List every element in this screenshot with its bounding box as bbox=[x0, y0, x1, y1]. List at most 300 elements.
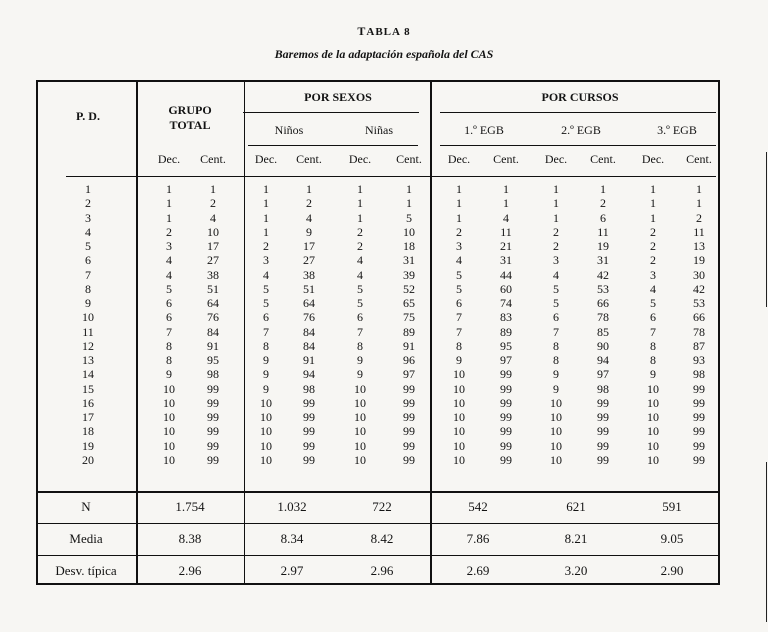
table-cell: 9 bbox=[263, 353, 269, 367]
table-cell: 5 bbox=[263, 281, 269, 296]
table-cell: 1 bbox=[553, 182, 559, 196]
table-cell: 99 bbox=[500, 424, 512, 439]
pd-score: 17 bbox=[82, 410, 94, 424]
table-cell: 1 bbox=[263, 210, 269, 225]
table-cell: 8 bbox=[650, 338, 656, 353]
table-cell: 10 bbox=[354, 424, 366, 439]
table-cell: 8 bbox=[553, 338, 559, 353]
table-cell: 5 bbox=[553, 296, 559, 310]
table-cell: 2 bbox=[357, 239, 363, 253]
table-cell: 99 bbox=[597, 424, 609, 439]
table-cell: 99 bbox=[693, 410, 705, 424]
table-cell: 21 bbox=[500, 239, 512, 253]
table-cell: 99 bbox=[303, 410, 315, 424]
table-cell: 10 bbox=[647, 438, 659, 453]
cent-header: Cent. bbox=[493, 152, 519, 166]
pd-score: 2 bbox=[85, 196, 91, 211]
stat-value: 1.032 bbox=[277, 499, 307, 514]
stat-value: 2.69 bbox=[466, 563, 490, 578]
group-header: 3.º EGB bbox=[657, 123, 697, 137]
table-cell: 2 bbox=[166, 224, 172, 239]
table-cell: 4 bbox=[166, 267, 172, 282]
pd-score: 7 bbox=[85, 267, 91, 282]
pd-score: 13 bbox=[82, 353, 94, 367]
pd-score: 16 bbox=[82, 395, 94, 410]
stat-value: 621 bbox=[566, 499, 586, 514]
table-cell: 10 bbox=[453, 367, 465, 382]
pd-score: 15 bbox=[82, 381, 94, 396]
table-cell: 4 bbox=[503, 210, 509, 225]
table-cell: 4 bbox=[210, 210, 216, 225]
table-cell: 99 bbox=[597, 452, 609, 467]
table-cell: 1 bbox=[553, 210, 559, 225]
table-cell: 10 bbox=[453, 410, 465, 424]
table-cell: 1 bbox=[357, 210, 363, 225]
table-cell: 10 bbox=[163, 438, 175, 453]
stat-value: 8.38 bbox=[178, 531, 202, 546]
table-cell: 99 bbox=[403, 424, 415, 439]
group-header: Niños bbox=[274, 123, 304, 137]
table-cell: 99 bbox=[693, 395, 705, 410]
table-cell: 18 bbox=[403, 239, 415, 253]
table-cell: 31 bbox=[597, 253, 609, 268]
table-cell: 2 bbox=[210, 196, 216, 211]
table-cell: 1 bbox=[456, 182, 462, 196]
table-cell: 99 bbox=[403, 410, 415, 424]
table-cell: 99 bbox=[207, 410, 219, 424]
table-cell: 10 bbox=[550, 438, 562, 453]
table-cell: 99 bbox=[403, 452, 415, 467]
table-cell: 4 bbox=[263, 267, 269, 282]
table-cell: 1 bbox=[696, 182, 702, 196]
table-cell: 1 bbox=[306, 182, 312, 196]
cent-header: Cent. bbox=[590, 152, 616, 166]
table-cell: 1 bbox=[650, 210, 656, 225]
table-cell: 2 bbox=[456, 224, 462, 239]
table-cell: 1 bbox=[166, 210, 172, 225]
table-cell: 11 bbox=[597, 224, 609, 239]
table-cell: 8 bbox=[166, 338, 172, 353]
pd-score: 19 bbox=[82, 438, 94, 453]
table-cell: 1 bbox=[650, 196, 656, 211]
table-cell: 91 bbox=[403, 338, 415, 353]
table-cell: 10 bbox=[163, 452, 175, 467]
table-cell: 64 bbox=[303, 296, 315, 310]
table-cell: 1 bbox=[263, 224, 269, 239]
table-cell: 38 bbox=[303, 267, 315, 282]
table-cell: 78 bbox=[693, 324, 705, 339]
header-rule bbox=[440, 145, 716, 146]
table-cell: 5 bbox=[357, 281, 363, 296]
margin-mark bbox=[766, 462, 767, 622]
table-caption: Baremos de la adaptación española del CAS bbox=[274, 47, 494, 61]
table-cell: 99 bbox=[303, 438, 315, 453]
pd-score: 3 bbox=[85, 210, 91, 225]
table-cell: 64 bbox=[207, 296, 219, 310]
table-cell: 4 bbox=[553, 267, 559, 282]
header-grupo-total: TOTAL bbox=[169, 118, 211, 132]
table-cell: 1 bbox=[166, 182, 172, 196]
table-cell: 8 bbox=[263, 338, 269, 353]
table-cell: 3 bbox=[553, 253, 559, 268]
table-cell: 99 bbox=[693, 381, 705, 396]
table-cell: 2 bbox=[600, 196, 606, 211]
table-cell: 2 bbox=[357, 224, 363, 239]
table-cell: 10 bbox=[647, 424, 659, 439]
table-cell: 93 bbox=[693, 353, 705, 367]
table-cell: 5 bbox=[263, 296, 269, 310]
stat-value: 8.34 bbox=[280, 531, 304, 546]
table-cell: 2 bbox=[650, 224, 656, 239]
pd-score: 11 bbox=[82, 324, 94, 339]
table-cell: 99 bbox=[597, 410, 609, 424]
stat-value: 2.97 bbox=[280, 563, 304, 578]
table-cell: 1 bbox=[553, 196, 559, 211]
table-cell: 99 bbox=[500, 367, 512, 382]
pd-score: 8 bbox=[85, 281, 91, 296]
table-cell: 10 bbox=[453, 438, 465, 453]
table-cell: 1 bbox=[263, 196, 269, 211]
table-cell: 99 bbox=[303, 452, 315, 467]
table-cell: 10 bbox=[354, 452, 366, 467]
table-cell: 99 bbox=[597, 395, 609, 410]
table-cell: 98 bbox=[597, 381, 609, 396]
table-cell: 13 bbox=[693, 239, 705, 253]
stat-value: 722 bbox=[372, 499, 392, 514]
pd-score: 4 bbox=[85, 224, 91, 239]
dec-header: Dec. bbox=[157, 152, 181, 166]
table-cell: 1 bbox=[696, 196, 702, 211]
table-cell: 99 bbox=[500, 381, 512, 396]
table-cell: 99 bbox=[500, 452, 512, 467]
table-cell: 11 bbox=[693, 224, 705, 239]
table-cell: 1 bbox=[357, 196, 363, 211]
table-cell: 9 bbox=[306, 224, 312, 239]
group-header: Niñas bbox=[365, 123, 393, 137]
table-cell: 31 bbox=[403, 253, 415, 268]
table-cell: 6 bbox=[553, 310, 559, 325]
group-header: 1.º EGB bbox=[464, 123, 504, 137]
table-cell: 10 bbox=[647, 410, 659, 424]
table-cell: 6 bbox=[166, 310, 172, 325]
dec-header: Dec. bbox=[641, 152, 665, 166]
table-cell: 8 bbox=[553, 353, 559, 367]
table-cell: 99 bbox=[207, 395, 219, 410]
table-cell: 2 bbox=[650, 239, 656, 253]
table-cell: 74 bbox=[500, 296, 512, 310]
table-cell: 52 bbox=[403, 281, 415, 296]
table-cell: 10 bbox=[163, 410, 175, 424]
table-cell: 1 bbox=[456, 196, 462, 211]
table-cell: 2 bbox=[263, 239, 269, 253]
table-cell: 7 bbox=[166, 324, 172, 339]
table-cell: 8 bbox=[166, 353, 172, 367]
table-cell: 7 bbox=[456, 310, 462, 325]
column-divider bbox=[244, 80, 245, 585]
stat-label: N bbox=[81, 499, 91, 514]
table-cell: 27 bbox=[303, 253, 315, 268]
table-cell: 97 bbox=[500, 353, 512, 367]
table-cell: 1 bbox=[406, 182, 412, 196]
table-cell: 5 bbox=[553, 281, 559, 296]
table-cell: 10 bbox=[550, 452, 562, 467]
table-cell: 10 bbox=[354, 395, 366, 410]
table-cell: 10 bbox=[354, 381, 366, 396]
table-cell: 83 bbox=[500, 310, 512, 325]
table-cell: 2 bbox=[553, 224, 559, 239]
stat-value: 3.20 bbox=[564, 563, 588, 578]
table-cell: 89 bbox=[403, 324, 415, 339]
table-cell: 76 bbox=[303, 310, 315, 325]
table-cell: 99 bbox=[597, 438, 609, 453]
table-cell: 84 bbox=[303, 324, 315, 339]
stat-value: 8.21 bbox=[564, 531, 588, 546]
table-cell: 91 bbox=[207, 338, 219, 353]
table-cell: 5 bbox=[357, 296, 363, 310]
cent-header: Cent. bbox=[686, 152, 712, 166]
table-cell: 5 bbox=[650, 296, 656, 310]
table-cell: 1 bbox=[406, 196, 412, 211]
stat-value: 2.96 bbox=[178, 563, 202, 578]
table-cell: 53 bbox=[693, 296, 705, 310]
table-cell: 5 bbox=[166, 281, 172, 296]
table-cell: 99 bbox=[207, 424, 219, 439]
table-cell: 10 bbox=[163, 424, 175, 439]
pd-score: 5 bbox=[85, 239, 91, 253]
table-cell: 96 bbox=[403, 353, 415, 367]
table-cell: 99 bbox=[693, 424, 705, 439]
table-cell: 51 bbox=[303, 281, 315, 296]
table-cell: 1 bbox=[456, 210, 462, 225]
table-cell: 65 bbox=[403, 296, 415, 310]
table-cell: 99 bbox=[207, 381, 219, 396]
table-cell: 99 bbox=[403, 381, 415, 396]
column-divider bbox=[430, 80, 432, 585]
table-cell: 9 bbox=[456, 353, 462, 367]
table-cell: 38 bbox=[207, 267, 219, 282]
table-cell: 9 bbox=[553, 381, 559, 396]
table-cell: 4 bbox=[357, 267, 363, 282]
table-number: TABLA 8 bbox=[357, 24, 411, 38]
table-cell: 19 bbox=[693, 253, 705, 268]
table-cell: 60 bbox=[500, 281, 512, 296]
table-cell: 31 bbox=[500, 253, 512, 268]
table-cell: 4 bbox=[166, 253, 172, 268]
table-cell: 99 bbox=[403, 438, 415, 453]
table-cell: 30 bbox=[693, 267, 705, 282]
table-cell: 42 bbox=[693, 281, 705, 296]
table-cell: 66 bbox=[597, 296, 609, 310]
stat-value: 2.90 bbox=[660, 563, 684, 578]
table-cell: 9 bbox=[357, 353, 363, 367]
table-cell: 53 bbox=[597, 281, 609, 296]
pd-score: 14 bbox=[82, 367, 94, 382]
table-cell: 10 bbox=[453, 452, 465, 467]
table-cell: 1 bbox=[357, 182, 363, 196]
table-cell: 10 bbox=[163, 381, 175, 396]
table-cell: 10 bbox=[647, 452, 659, 467]
table-cell: 2 bbox=[553, 239, 559, 253]
stat-value: 2.96 bbox=[370, 563, 394, 578]
table-cell: 3 bbox=[166, 239, 172, 253]
header-rule bbox=[248, 145, 418, 146]
table-cell: 99 bbox=[500, 438, 512, 453]
stat-value: 591 bbox=[662, 499, 682, 514]
table-cell: 94 bbox=[303, 367, 315, 382]
table-cell: 97 bbox=[597, 367, 609, 382]
pd-score: 12 bbox=[82, 338, 94, 353]
table-cell: 9 bbox=[553, 367, 559, 382]
table-cell: 98 bbox=[693, 367, 705, 382]
table-cell: 1 bbox=[166, 196, 172, 211]
table-cell: 7 bbox=[553, 324, 559, 339]
table-cell: 10 bbox=[647, 381, 659, 396]
group-header: 2.º EGB bbox=[561, 123, 601, 137]
header-por-cursos: POR CURSOS bbox=[541, 90, 619, 104]
table-cell: 99 bbox=[693, 452, 705, 467]
header-grupo-total: GRUPO bbox=[168, 103, 212, 117]
table-cell: 1 bbox=[210, 182, 216, 196]
table-cell: 99 bbox=[303, 395, 315, 410]
pd-score: 20 bbox=[82, 452, 94, 467]
pd-score: 1 bbox=[85, 182, 91, 196]
stat-value: 7.86 bbox=[466, 531, 490, 546]
table-cell: 9 bbox=[263, 367, 269, 382]
table-cell: 10 bbox=[550, 410, 562, 424]
table-cell: 17 bbox=[207, 239, 219, 253]
table-cell: 42 bbox=[597, 267, 609, 282]
table-cell: 10 bbox=[453, 424, 465, 439]
table-cell: 10 bbox=[163, 395, 175, 410]
table-cell: 5 bbox=[456, 267, 462, 282]
table-cell: 1 bbox=[650, 182, 656, 196]
body-rule bbox=[36, 491, 720, 493]
table-cell: 6 bbox=[456, 296, 462, 310]
header-por-sexos: POR SEXOS bbox=[304, 90, 372, 104]
table-cell: 2 bbox=[696, 210, 702, 225]
table-cell: 10 bbox=[403, 224, 415, 239]
header-pd: P. D. bbox=[76, 109, 100, 123]
table-cell: 2 bbox=[650, 253, 656, 268]
table-cell: 10 bbox=[550, 395, 562, 410]
table-cell: 85 bbox=[597, 324, 609, 339]
table-cell: 78 bbox=[597, 310, 609, 325]
stat-label: Desv. típica bbox=[55, 563, 117, 578]
table-cell: 6 bbox=[166, 296, 172, 310]
table-cell: 8 bbox=[650, 353, 656, 367]
header-rule bbox=[440, 112, 716, 113]
cent-header: Cent. bbox=[296, 152, 322, 166]
table-cell: 10 bbox=[354, 410, 366, 424]
dec-header: Dec. bbox=[348, 152, 372, 166]
pd-score: 9 bbox=[85, 296, 91, 310]
table-cell: 9 bbox=[357, 367, 363, 382]
table-cell: 10 bbox=[453, 381, 465, 396]
table-cell: 3 bbox=[650, 267, 656, 282]
table-cell: 9 bbox=[263, 381, 269, 396]
table-cell: 10 bbox=[260, 410, 272, 424]
table-cell: 98 bbox=[303, 381, 315, 396]
table-cell: 10 bbox=[260, 438, 272, 453]
table-cell: 51 bbox=[207, 281, 219, 296]
table-cell: 1 bbox=[263, 182, 269, 196]
pd-score: 10 bbox=[82, 310, 94, 325]
table-cell: 94 bbox=[597, 353, 609, 367]
table-cell: 9 bbox=[650, 367, 656, 382]
table-cell: 6 bbox=[263, 310, 269, 325]
table-cell: 4 bbox=[650, 281, 656, 296]
stats-rule bbox=[36, 523, 720, 524]
table-cell: 66 bbox=[693, 310, 705, 325]
table-cell: 2 bbox=[306, 196, 312, 211]
cent-header: Cent. bbox=[200, 152, 226, 166]
margin-mark bbox=[766, 152, 767, 307]
table-cell: 1 bbox=[503, 196, 509, 211]
table-cell: 10 bbox=[550, 424, 562, 439]
table-cell: 8 bbox=[456, 338, 462, 353]
table-cell: 89 bbox=[500, 324, 512, 339]
cent-header: Cent. bbox=[396, 152, 422, 166]
table-cell: 10 bbox=[260, 424, 272, 439]
table-cell: 19 bbox=[597, 239, 609, 253]
stats-rule bbox=[36, 555, 720, 556]
stat-value: 542 bbox=[468, 499, 488, 514]
table-cell: 10 bbox=[647, 395, 659, 410]
stat-label: Media bbox=[69, 531, 103, 546]
table-cell: 99 bbox=[207, 438, 219, 453]
table-cell: 44 bbox=[500, 267, 512, 282]
table-cell: 39 bbox=[403, 267, 415, 282]
table-cell: 95 bbox=[500, 338, 512, 353]
table-cell: 4 bbox=[357, 253, 363, 268]
table-cell: 5 bbox=[406, 210, 412, 225]
table-cell: 8 bbox=[357, 338, 363, 353]
table-cell: 90 bbox=[597, 338, 609, 353]
table-cell: 5 bbox=[456, 281, 462, 296]
table-cell: 75 bbox=[403, 310, 415, 325]
dec-header: Dec. bbox=[544, 152, 568, 166]
pd-score: 6 bbox=[85, 253, 91, 268]
table-cell: 99 bbox=[693, 438, 705, 453]
table-cell: 9 bbox=[166, 367, 172, 382]
table-cell: 6 bbox=[600, 210, 606, 225]
table-cell: 1 bbox=[503, 182, 509, 196]
table-cell: 7 bbox=[357, 324, 363, 339]
table-cell: 10 bbox=[453, 395, 465, 410]
table-cell: 76 bbox=[207, 310, 219, 325]
table-cell: 99 bbox=[403, 395, 415, 410]
table-cell: 99 bbox=[207, 452, 219, 467]
table-cell: 99 bbox=[500, 410, 512, 424]
pd-score: 18 bbox=[82, 424, 94, 439]
dec-header: Dec. bbox=[254, 152, 278, 166]
table-cell: 17 bbox=[303, 239, 315, 253]
table-cell: 97 bbox=[403, 367, 415, 382]
stat-value: 9.05 bbox=[660, 531, 684, 546]
table-cell: 98 bbox=[207, 367, 219, 382]
table-cell: 10 bbox=[260, 395, 272, 410]
table-cell: 87 bbox=[693, 338, 705, 353]
table-cell: 95 bbox=[207, 353, 219, 367]
table-cell: 99 bbox=[303, 424, 315, 439]
table-cell: 6 bbox=[357, 310, 363, 325]
stat-value: 8.42 bbox=[370, 531, 394, 546]
table-cell: 6 bbox=[650, 310, 656, 325]
table-cell: 7 bbox=[456, 324, 462, 339]
column-divider bbox=[136, 80, 138, 585]
table-cell: 84 bbox=[303, 338, 315, 353]
table-cell: 4 bbox=[306, 210, 312, 225]
